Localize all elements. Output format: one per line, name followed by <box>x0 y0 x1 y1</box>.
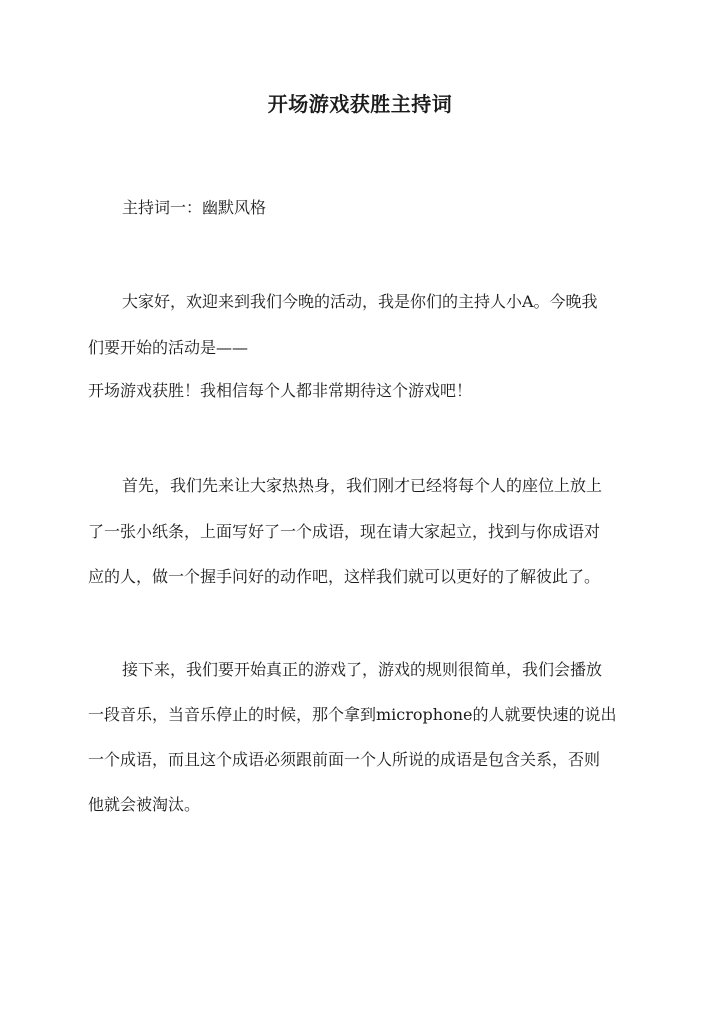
paragraph-1-line-3: 开场游戏获胜！我相信每个人都非常期待这个游戏吧！ <box>88 381 473 400</box>
paragraph-2-line-2: 了一张小纸条，上面写好了一个成语，现在请大家起立，找到与你成语对 <box>88 522 601 541</box>
document-title: 开场游戏获胜主持词 <box>267 92 453 116</box>
paragraph-2-line-3: 应的人，做一个握手问好的动作吧，这样我们就可以更好的了解彼此了。 <box>88 567 601 586</box>
paragraph-2-line-1: 首先，我们先来让大家热热身，我们刚才已经将每个人的座位上放上 <box>122 476 603 495</box>
paragraph-3-line-2: 一段音乐，当音乐停止的时候，那个拿到microphone的人就要快速的说出 <box>88 705 617 724</box>
paragraph-1-line-1: 大家好，欢迎来到我们今晚的活动，我是你们的主持人小A。今晚我 <box>122 292 598 311</box>
paragraph-3-line-3: 一个成语，而且这个成语必须跟前面一个人所说的成语是包含关系，否则 <box>88 750 601 769</box>
paragraph-3-line-4: 他就会被淘汰。 <box>88 795 201 814</box>
paragraph-1-line-2: 们要开始的活动是—— <box>88 338 249 357</box>
section-heading: 主持词一：幽默风格 <box>122 198 267 217</box>
paragraph-3-line-1: 接下来，我们要开始真正的游戏了，游戏的规则很简单，我们会播放 <box>122 660 603 679</box>
